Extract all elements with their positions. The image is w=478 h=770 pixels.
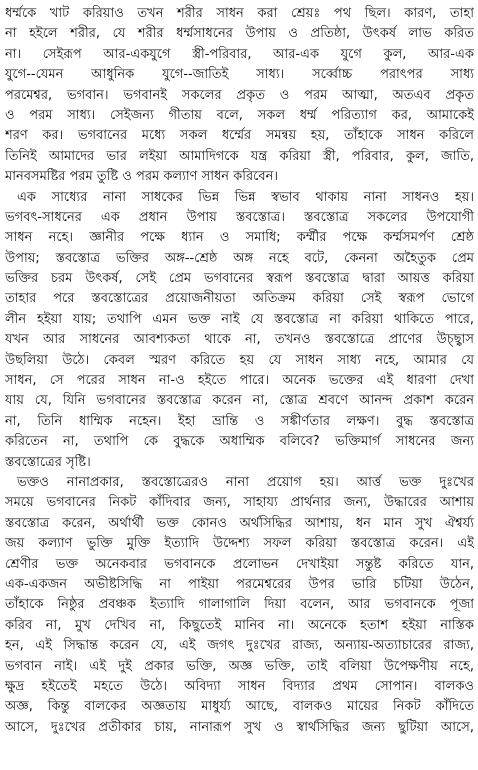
- text-line: তাহার পরে স্তবস্তোত্রের প্রয়োজনীয়তা অতিক্রম করিয়া সেই স্বরূপ ভোগে: [5, 291, 474, 307]
- text-line: মানবসমষ্টির পরম তুষ্টি ও পরম কল্যাণ সাধন করিবেন।: [5, 169, 279, 185]
- text-line: হন, এই সিদ্ধান্ত করেন যে, এই জগৎ দুঃখের রাজ্য, অন্যায়-অত্যাচারের রাজ্য,: [5, 638, 474, 654]
- text-line: সাধন, সে পরের সাধন না-ও হইতে পারে। অনেক ভক্তের এই ধারণা দেখা: [5, 373, 474, 389]
- text-line: করিতেন না, তথাপি কে বুদ্ধকে অধাম্মিক বলিবে? ভক্তিমার্গ সাধনের জন্য: [5, 434, 474, 450]
- text-line: শ্রেণীর ভক্ত অনেকবার ভগবানকে প্রলোভন দেখাইয়া সন্তুষ্ট করিতে যান,: [5, 556, 474, 572]
- text-line: যায় যে, যিনি ভগবানের স্তবস্তোত্র করেন না, স্তোত্র শ্রবণে আনন্দ প্রকাশ করেন: [5, 393, 474, 409]
- paragraph-3: [5, 473, 474, 738]
- text-line: না, তিনি ধাম্মিক নহেন। ইহা ভ্রান্তি ও সঙ্কীর্ণতার লক্ষণ। বুদ্ধ স্তবস্তোত্র: [5, 413, 474, 429]
- text-line: ক্ষুদ্র হইতেই মহতে উঠে। অবিদ্যা সাধন বিদ্যার প্রথম সোপান। বালকও: [5, 678, 474, 694]
- text-line: করিব না, মুখ দেখিব না, কিছুতেই মানিব না। অনেকে হতাশ হইয়া নাস্তিক: [5, 617, 474, 633]
- text-line: ভগবৎ-সাধনের এক প্রধান উপায় স্তবস্তোত্র। স্তবস্তোত্র সকলের উপযোগী: [5, 209, 474, 225]
- text-line: উছলিয়া উঠে। কেবল স্মরণ করিতে হয় যে সাধন সাধ্য নহে, আমার যে: [5, 352, 474, 368]
- text-line: এক সাধ্যের নানা সাধকের ভিন্ন ভিন্ন স্বভাব থাকায় নানা সাধনও হয়।: [17, 189, 474, 205]
- text-line: তাঁহাকে নিষ্ঠুর প্রবঞ্চক ইত্যাদি গালাগালি দিয়া বলেন, আর ভগবানকে পূজা: [5, 597, 474, 613]
- paragraph-1: [5, 4, 474, 188]
- text-line: ধর্ম্মকে খাট করিয়াও তখন শরীর সাধন করা শ্রেয়ঃ পথ ছিল। কারণ, তাহা: [5, 6, 474, 21]
- text-line: ভক্তও নানাপ্রকার, স্তবস্তোত্রেরও নানা প্রয়োগ হয়। আর্ত্ত ভক্ত দুঃখের: [17, 474, 474, 490]
- text-line: এক-একজন অভীষ্টসিদ্ধি না পাইয়া পরমেশ্বরের উপর ভারি চটিয়া উঠেন,: [5, 576, 474, 592]
- text-line: জয় কল্যাণ ভুক্তি মুক্তি ইত্যাদি উদ্দেশ্য সফল করিয়া স্তবস্তোত্র করেন। এই: [5, 536, 474, 552]
- text-line: না। সেইরূপ আর-একযুগে স্ত্রী-পরিবার, আর-এক যুগে কুল, আর-এক: [5, 46, 474, 62]
- text-line: অজ্ঞ, কিন্তু বালকের অজ্ঞতায় মাধুর্য্য আছে, বালকও মায়ের নিকট কাঁদিতে: [5, 699, 474, 715]
- text-line: ভক্তির চরম উৎকর্ষ, সেই প্রেম ভগবানের স্বরূপ স্তবস্তোত্র দ্বারা আয়ত্ত করিয়া: [5, 271, 474, 287]
- text-line: উপায়; স্তবস্তোত্র ভক্তির অঙ্গ--শ্রেষ্ঠ অঙ্গ নহে বটে, কেননা অহৈতুক প্রেম: [5, 250, 474, 266]
- text-line: আসে, দুঃখের প্রতীকার চায়, নানারূপ সুখ ও স্বার্থসিদ্ধির জন্য ছুটিয়া আসে,: [5, 719, 474, 735]
- paragraph-2: [5, 188, 474, 473]
- text-line: শরণ কর। ভগবানের মধ্যে সকল ধর্ম্মের সমন্বয় হয়, তাঁহাকে সাধন করিলে: [5, 128, 474, 144]
- text-line: যখন আর সাধনের আবশ্যকতা থাকে না, তখনও স্তবস্তোত্রে প্রাণের উচ্ছ্বাস: [5, 332, 474, 348]
- text-line: সাধন নহে। জ্ঞানীর পক্ষে ধ্যান ও সমাধি; কর্ম্মীর পক্ষে কর্ম্মসমর্পণ শ্রেষ্ঠ: [5, 230, 474, 246]
- text-line: স্তবস্তোত্র করেন, অর্থার্থী ভক্ত কোনও অর্থসিদ্ধির আশায়, ধন মান সুখ ঐশ্বর্য্য: [5, 515, 474, 531]
- text-line: সময়ে ভগবানের নিকট কাঁদিবার জন্য, সাহায্য প্রার্থনার জন্য, উদ্ধারের আশায়: [5, 495, 474, 511]
- text-line: যুগে--যেমন আধুনিক যুগে--জাতিই সাধ্য। সর্ব্বোচ্চ পরাৎপর সাধ্য: [5, 67, 474, 83]
- text-line: লীন হইয়া যায়; তথাপি এমন ভক্ত নাই যে স্তবস্তোত্র না করিয়া থাকিতে পারে,: [5, 311, 474, 327]
- text-line: স্তবস্তোত্রের সৃষ্টি।: [5, 454, 91, 470]
- text-line: ভগবান নাই। এই দুই প্রকার ভক্তি, অজ্ঞ ভক্তি, তাই বলিয়া উপেক্ষণীয় নহে,: [5, 658, 474, 674]
- text-line: পরমেশ্বর, ভগবান। ভগবানই সকলের প্রকৃত ও পরম আত্মা, অতএব প্রকৃত: [5, 87, 474, 103]
- text-line: ও পরম সাধ্য। সেইজন্য গীতায় বলে, সকল ধর্ম্ম পরিত্যাগ কর, আমাকেই: [5, 107, 474, 123]
- text-line: না হইলে শরীর, যে শরীর ধর্ম্মসাধনের উপায় ও প্রতিষ্ঠা, উৎকর্ষ লাভ করিত: [5, 26, 474, 42]
- text-line: তিনিই আমাদের ভার লইয়া আমাদিগকে যন্ত্র করিয়া স্ত্রী, পরিবার, কুল, জাতি,: [5, 148, 474, 164]
